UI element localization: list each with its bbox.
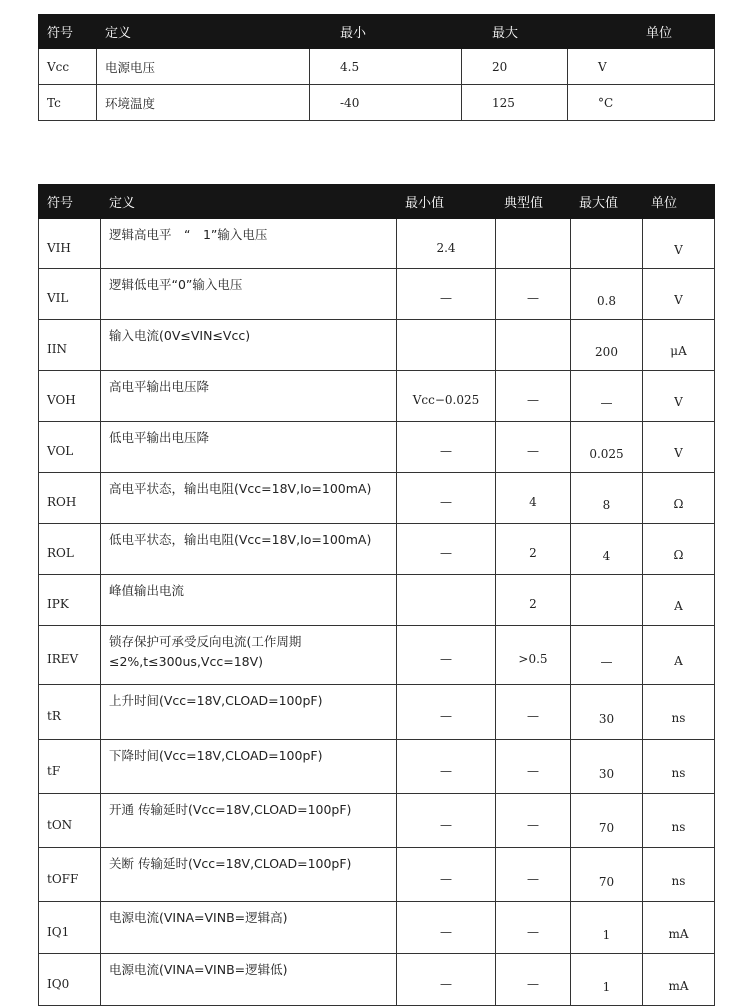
table-row (39, 371, 715, 422)
cell-max: 1 (571, 902, 643, 954)
cell-max: 1 (571, 954, 643, 1006)
table-row (39, 626, 715, 685)
cell-max (571, 219, 643, 269)
cell-definition: 关断 传输延时(Vcc=18V,CLOAD=100pF) (101, 848, 397, 902)
cell-min: — (397, 848, 496, 902)
cell-min: — (397, 269, 496, 320)
cell-typ (496, 219, 571, 269)
cell-typ: — (496, 954, 571, 1006)
cell-unit: V (643, 422, 715, 473)
cell-max: 30 (571, 685, 643, 740)
table-row (39, 848, 715, 902)
operating-conditions-table (38, 14, 715, 121)
cell-definition: 高电平输出电压降 (101, 371, 397, 422)
cell-definition: 高电平状态，输出电阻(Vcc=18V,Io=100mA) (101, 473, 397, 524)
cell-unit: ns (643, 794, 715, 848)
cell-unit: ns (643, 848, 715, 902)
cell-min: — (397, 626, 496, 685)
cell-definition: 逻辑高电平 “ 1”输入电压 (101, 219, 397, 269)
cell-max: 70 (571, 848, 643, 902)
cell-typ: — (496, 848, 571, 902)
header-unit: 单位 (643, 185, 715, 219)
cell-typ: — (496, 269, 571, 320)
cell-min (397, 575, 496, 626)
cell-symbol: IPK (39, 575, 101, 626)
cell-symbol: tF (39, 740, 101, 794)
cell-min: — (397, 685, 496, 740)
table-row (39, 794, 715, 848)
header-typ: 典型值 (496, 185, 571, 219)
cell-max: 20 (462, 49, 568, 85)
cell-typ: — (496, 371, 571, 422)
cell-unit: V (568, 49, 715, 85)
cell-max: 200 (571, 320, 643, 371)
cell-definition: 环境温度 (97, 85, 310, 121)
cell-min: — (397, 740, 496, 794)
cell-definition: 输入电流(0V≤VIN≤Vcc) (101, 320, 397, 371)
header-symbol: 符号 (39, 185, 101, 219)
cell-typ: >0.5 (496, 626, 571, 685)
cell-unit: ns (643, 740, 715, 794)
cell-max (571, 575, 643, 626)
cell-definition: 低电平状态，输出电阻(Vcc=18V,Io=100mA) (101, 524, 397, 575)
table-row (39, 524, 715, 575)
cell-typ: — (496, 685, 571, 740)
cell-max: 0.025 (571, 422, 643, 473)
table-header-row (39, 185, 715, 219)
header-min: 最小值 (397, 185, 496, 219)
cell-definition: 电源电流(VINA=VINB=逻辑低) (101, 954, 397, 1006)
cell-min: — (397, 473, 496, 524)
header-symbol: 符号 (39, 15, 97, 49)
cell-unit: μA (643, 320, 715, 371)
header-max: 最大值 (571, 185, 643, 219)
cell-definition: 逻辑低电平“0”输入电压 (101, 269, 397, 320)
cell-min: — (397, 524, 496, 575)
cell-unit: mA (643, 954, 715, 1006)
cell-min: Vcc−0.025 (397, 371, 496, 422)
cell-definition: 电源电流(VINA=VINB=逻辑高) (101, 902, 397, 954)
table-row (39, 473, 715, 524)
cell-symbol: tON (39, 794, 101, 848)
table-row (39, 269, 715, 320)
cell-symbol: tR (39, 685, 101, 740)
cell-typ: — (496, 422, 571, 473)
cell-max: — (571, 626, 643, 685)
cell-symbol: VOH (39, 371, 101, 422)
cell-typ: 2 (496, 524, 571, 575)
table-row (39, 320, 715, 371)
cell-definition: 峰值输出电流 (101, 575, 397, 626)
cell-symbol: VIH (39, 219, 101, 269)
cell-unit: V (643, 269, 715, 320)
header-definition: 定义 (101, 185, 397, 219)
cell-symbol: ROH (39, 473, 101, 524)
table-row (39, 422, 715, 473)
cell-symbol: Vcc (39, 49, 97, 85)
cell-max: 125 (462, 85, 568, 121)
electrical-characteristics-table (38, 184, 715, 1006)
cell-unit: V (643, 371, 715, 422)
cell-unit: °C (568, 85, 715, 121)
cell-max: 0.8 (571, 269, 643, 320)
cell-unit: ns (643, 685, 715, 740)
cell-unit: A (643, 626, 715, 685)
cell-unit: V (643, 219, 715, 269)
cell-typ: — (496, 794, 571, 848)
cell-max: — (571, 371, 643, 422)
table-header-row (39, 15, 715, 49)
cell-symbol: IREV (39, 626, 101, 685)
table-row (39, 954, 715, 1006)
header-max: 最大 (462, 15, 568, 49)
table-row (39, 575, 715, 626)
cell-unit: Ω (643, 524, 715, 575)
cell-symbol: Tc (39, 85, 97, 121)
table-row (39, 740, 715, 794)
table-body (39, 219, 715, 1006)
cell-typ: 4 (496, 473, 571, 524)
cell-min: — (397, 954, 496, 1006)
header-definition: 定义 (97, 15, 310, 49)
cell-definition: 上升时间(Vcc=18V,CLOAD=100pF) (101, 685, 397, 740)
cell-definition: 锁存保护可承受反向电流(工作周期≤2%,t≤300us,Vcc=18V) (101, 626, 397, 685)
cell-min (397, 320, 496, 371)
cell-unit: Ω (643, 473, 715, 524)
cell-symbol: IIN (39, 320, 101, 371)
cell-unit: mA (643, 902, 715, 954)
cell-max: 4 (571, 524, 643, 575)
cell-typ: 2 (496, 575, 571, 626)
cell-min: — (397, 794, 496, 848)
table-row (39, 219, 715, 269)
header-min: 最小 (310, 15, 462, 49)
cell-min: 2.4 (397, 219, 496, 269)
cell-symbol: tOFF (39, 848, 101, 902)
cell-definition: 开通 传输延时(Vcc=18V,CLOAD=100pF) (101, 794, 397, 848)
table-row (39, 85, 715, 121)
cell-definition: 下降时间(Vcc=18V,CLOAD=100pF) (101, 740, 397, 794)
cell-definition: 电源电压 (97, 49, 310, 85)
cell-symbol: VOL (39, 422, 101, 473)
cell-max: 8 (571, 473, 643, 524)
table-row (39, 902, 715, 954)
cell-min: -40 (310, 85, 462, 121)
header-unit: 单位 (568, 15, 715, 49)
cell-unit: A (643, 575, 715, 626)
table-row (39, 685, 715, 740)
cell-max: 30 (571, 740, 643, 794)
table-row (39, 49, 715, 85)
cell-max: 70 (571, 794, 643, 848)
cell-min: 4.5 (310, 49, 462, 85)
cell-symbol: IQ0 (39, 954, 101, 1006)
cell-min: — (397, 422, 496, 473)
cell-typ: — (496, 902, 571, 954)
cell-symbol: VIL (39, 269, 101, 320)
cell-definition: 低电平输出电压降 (101, 422, 397, 473)
cell-typ (496, 320, 571, 371)
cell-min: — (397, 902, 496, 954)
cell-symbol: ROL (39, 524, 101, 575)
cell-symbol: IQ1 (39, 902, 101, 954)
cell-typ: — (496, 740, 571, 794)
